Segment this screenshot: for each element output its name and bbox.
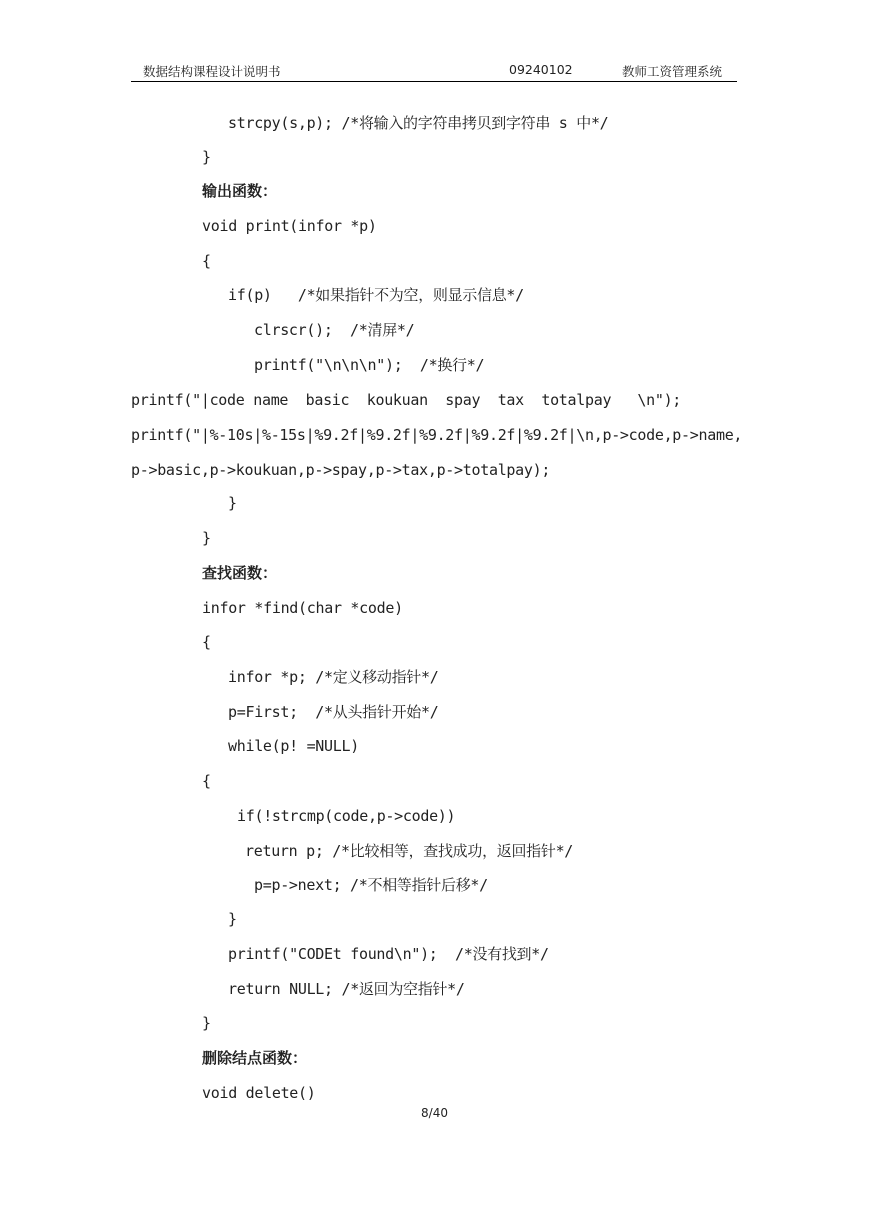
code-line: { (202, 772, 211, 790)
code-line: p->basic,p->koukuan,p->spay,p->tax,p->totalpay); (131, 461, 551, 479)
code-line: strcpy(s,p); /*将输入的字符串拷贝到字符串 s 中*/ (228, 114, 609, 132)
header-id: 09240102 (509, 62, 573, 77)
code-line: } (228, 910, 237, 928)
code-line: return p; /*比较相等，查找成功，返回指针*/ (245, 842, 574, 860)
section-heading-delete: 删除结点函数： (202, 1049, 308, 1067)
code-line: while(p! =NULL) (228, 737, 359, 755)
code-line: if(!strcmp(code,p->code)) (237, 807, 456, 825)
code-line: infor *find(char *code) (202, 599, 403, 617)
code-line: { (202, 252, 211, 270)
code-line: printf("|%-10s|%-15s|%9.2f|%9.2f|%9.2f|%9.2f|%9.2f|\n,p->code,p->name, (131, 426, 743, 444)
code-line: } (228, 494, 237, 512)
code-line: p=First; /*从头指针开始*/ (228, 703, 439, 721)
code-line: } (202, 1014, 211, 1032)
code-line: void print(infor *p) (202, 217, 377, 235)
code-line: printf("CODEt found\n"); /*没有找到*/ (228, 945, 549, 963)
code-line: } (202, 529, 211, 547)
code-line: } (202, 148, 211, 166)
section-heading-output: 输出函数： (202, 182, 278, 200)
code-line: { (202, 633, 211, 651)
code-line: clrscr(); /*清屏*/ (254, 321, 415, 339)
header-system-title: 教师工资管理系统 (622, 64, 723, 79)
page-number: 8/40 (421, 1106, 448, 1120)
code-line: infor *p; /*定义移动指针*/ (228, 668, 439, 686)
header-rule (131, 81, 737, 82)
code-line: p=p->next; /*不相等指针后移*/ (254, 876, 488, 894)
code-line: printf("\n\n\n"); /*换行*/ (254, 356, 485, 374)
code-line: return NULL; /*返回为空指针*/ (228, 980, 465, 998)
code-line: void delete() (202, 1084, 316, 1102)
code-line: printf("|code name basic koukuan spay tax totalpay \n"); (131, 391, 682, 409)
code-line: if(p) /*如果指针不为空，则显示信息*/ (228, 286, 524, 304)
section-heading-find: 查找函数： (202, 564, 278, 582)
header-doc-title: 数据结构课程设计说明书 (143, 64, 281, 79)
